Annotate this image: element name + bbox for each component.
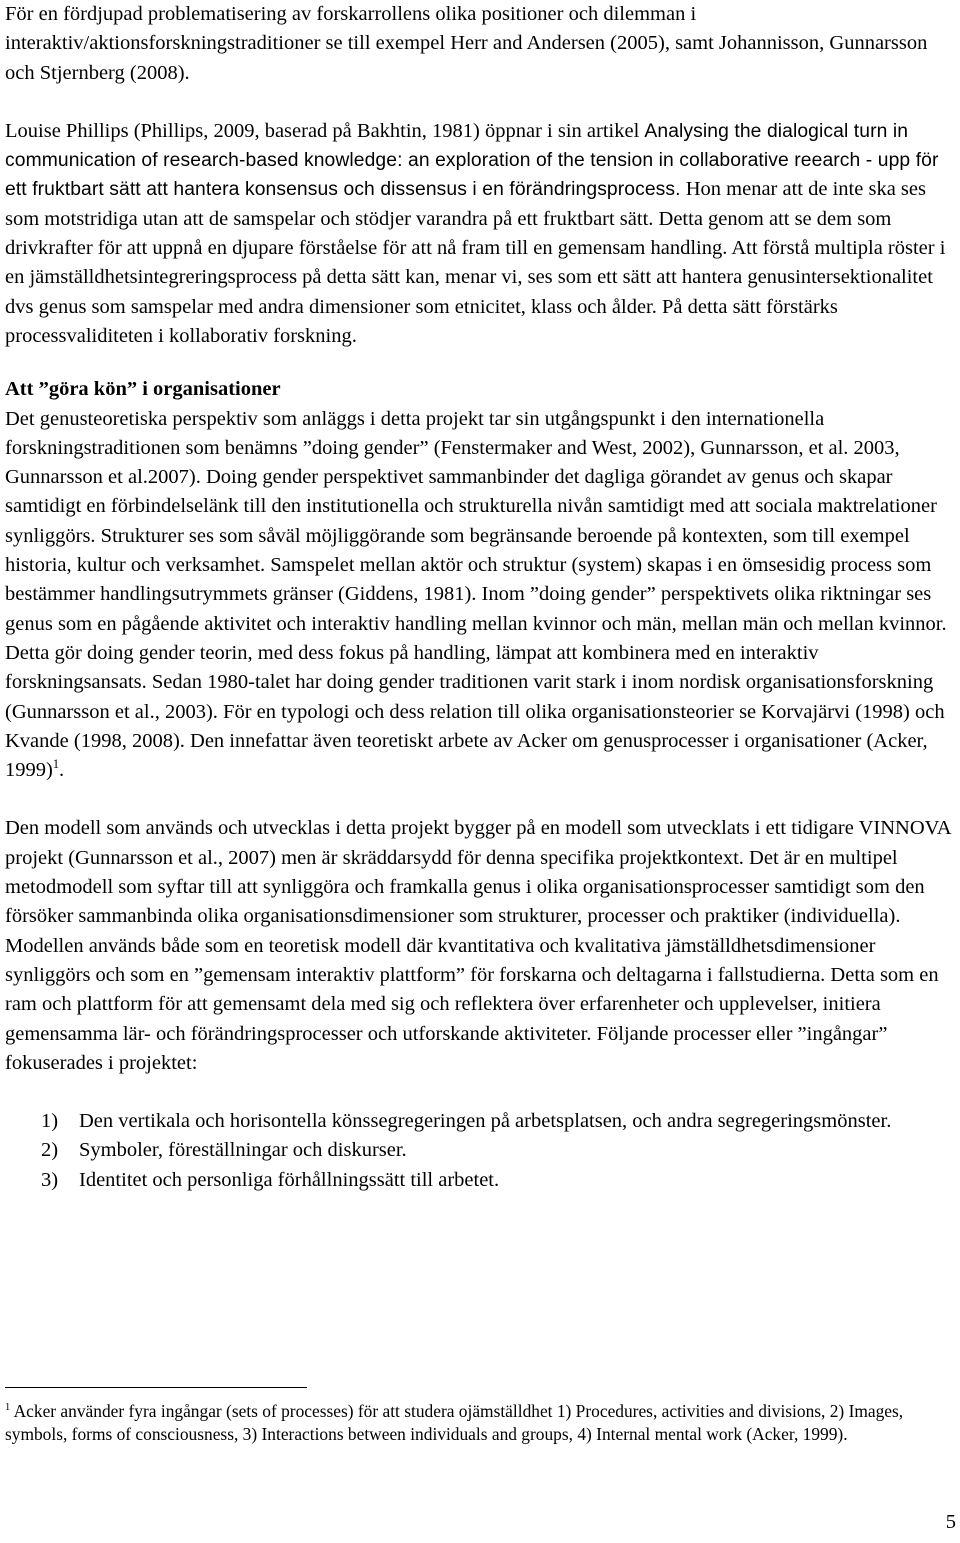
footnote <box>5 1400 945 1446</box>
paragraph-doing-gender-text: Det genusteoretiska perspektiv som anläggs i detta projekt tar sin utgångspunkt i den internationella forskningstraditionen som benämns ”doing gender” (Fenstermaker and West, 2002), Gunnarsson, et al. 2003, Gunnarsson et al.2007). Doing gender perspektivet sammanbinder det dagliga görandet av genus och skapar samtidigt en förbindelselänk till den institutionella och strukturella nivån samtidigt med att sociala maktrelationer synliggörs. Strukturer ses som såväl möjliggörande som begränsande beroende på kontexten, som till exempel historia, kultur och verksamhet. Samspelet mellan aktör och struktur (system) skapas i en ömsesidig process som bestämmer handlingsutrymmets gränser (Giddens, 1981). Inom ”doing gender” perspektivets olika riktningar ses genus som en pågående aktivitet och interaktiv handling mellan kvinnor och män, mellan män och mellan kvinnor. Detta gör doing gender teorin, med dess fokus på handling, lämpat att kombinera med en interaktiv forskningsansats. Sedan 1980-talet har doing gender traditionen varit stark i inom nordisk organisationsforskning (Gunnarsson et al., 2003). För en typologi och dess relation till olika organisationsteorier se Korvajärvi (1998) och Kvande (1998, 2008). Den innefattar även teoretiskt arbete av Acker om genusprocesser i organisationer (Acker, 1999) <box>5 407 947 782</box>
list-item <box>5 1107 959 1136</box>
footnote-text: Acker använder fyra ingångar (sets of processes) för att studera ojämställdhet 1) Procedures, activities and divisions, 2) Images, symbols, forms of consciousness, 3) Interactions between individuals and groups, 4) Internal mental work (Acker, 1999). <box>5 1401 904 1444</box>
paragraph-doing-gender-end: . <box>58 759 65 782</box>
page-number: 5 <box>945 1511 956 1533</box>
document-page <box>5 0 959 1195</box>
list-item-number: 2) <box>41 1139 59 1162</box>
paragraph-intro: För en fördjupad problematisering av forskarrollens olika positioner och dilemman i interaktiv/aktionsforskningstraditioner se till exempel Herr and Andersen (2005), samt Johannisson, Gunnarsson och Stjernberg (2008). <box>5 3 928 84</box>
process-list <box>5 1107 959 1195</box>
footnote-mark: 1 <box>5 1402 11 1414</box>
paragraph-phillips-lead: Louise Phillips (Phillips, 2009, baserad på Bakhtin, 1981) öppnar i sin artikel <box>5 119 645 142</box>
section-heading: Att ”göra kön” i organisationer <box>5 378 281 401</box>
list-item <box>5 1166 959 1195</box>
footnote-reference: 1 <box>52 757 59 772</box>
footnote-separator <box>5 1387 307 1388</box>
paragraph-doing-gender <box>5 405 959 786</box>
list-item <box>5 1136 959 1165</box>
list-item-text: Den vertikala och horisontella könssegregeringen på arbetsplatsen, och andra segregeringsmönster. <box>79 1110 892 1133</box>
paragraph-model: Den modell som används och utvecklas i detta projekt bygger på en modell som utvecklats i ett tidigare VINNOVA projekt (Gunnarsson et al., 2007) men är skräddarsydd för denna specifika projektkontext. Det är en multipel metodmodell som syftar till att synliggöra och framkalla genus i olika organisationsprocesser samtidigt som den försöker sammanbinda olika organisationsdimensioner som strukturer, processer och praktiker (individuella). Modellen används både som en teoretisk modell där kvantitativa och kvalitativa jämställdhetsdimensioner synliggörs och som en ”gemensam interaktiv plattform” för forskarna och deltagarna i fallstudierna. Detta som en ram och plattform för att gemensamt dela med sig och reflektera över erfarenheter och upplevelser, initiera gemensamma lär- och förändringsprocesser och utforskande aktiviteter. Följande processer eller ”ingångar” fokuserades i projektet: <box>5 817 951 1074</box>
paragraph-phillips-rest: Hon menar att de inte ska ses som motstridiga utan att de samspelar och stödjer varandra på ett fruktbart sätt. Detta genom att se dem som drivkrafter för att uppnå en djupare förståelse för att nå fram till en gemensam handling. Att förstå multipla röster i en jämställdhetsintegreringsprocess på detta sätt kan, menar vi, ses som ett sätt att hantera genusintersektionalitet dvs genus som samspelar med andra dimensioner som etnicitet, klass och ålder. På detta sätt förstärks processvaliditeten i kollaborativ forskning. <box>5 178 946 347</box>
list-item-text: Identitet och personliga förhållningssätt till arbetet. <box>79 1168 500 1191</box>
list-item-number: 1) <box>41 1110 59 1133</box>
article-title: Analysing the dialogical turn in communication of research-based knowledge: an exploration of the tension in collaborative reearch - upp för ett fruktbart sätt att hantera konsensus och dissensus i en förändringsprocess. <box>5 120 939 201</box>
list-item-number: 3) <box>41 1168 59 1191</box>
paragraph-phillips <box>5 117 959 351</box>
list-item-text: Symboler, föreställningar och diskurser. <box>79 1139 407 1162</box>
